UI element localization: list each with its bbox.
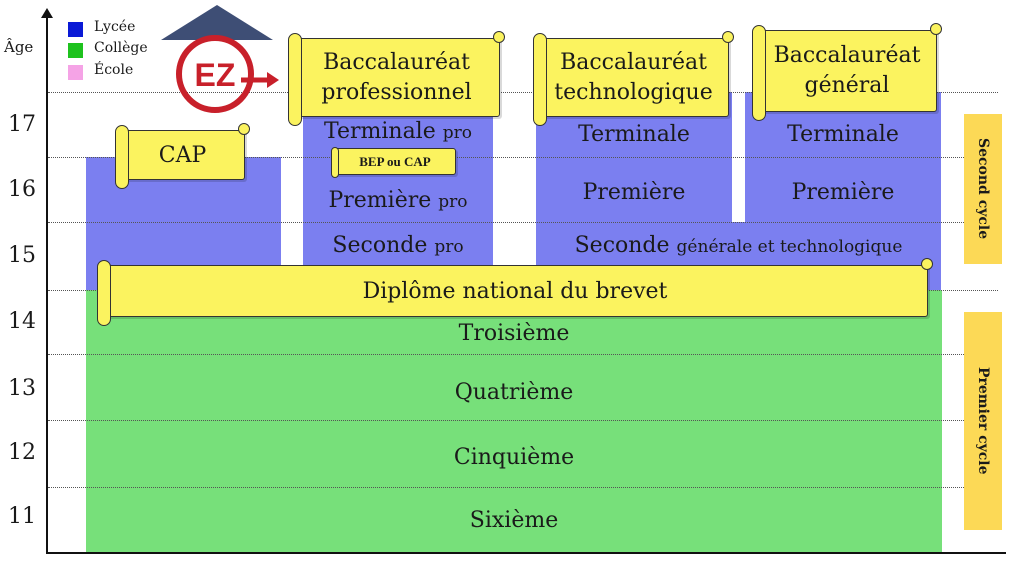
bep-cap-diploma [334,148,456,175]
bac-pro-diploma [293,38,500,117]
premier-cycle-bar [964,312,1002,530]
premier-cycle-label: Premier cycle [975,367,991,475]
terminale-general: Terminale [787,122,899,147]
terminale-techno: Terminale [578,122,690,147]
cap-label: CAP [158,142,207,168]
legend-lycee: Lycée [94,19,136,35]
seconde-gt: Seconde générale et technologique [574,233,903,258]
age-14: 14 [8,309,36,334]
age-13: 13 [8,376,36,401]
logo-text: EZ [194,57,236,93]
cinquieme: Cinquième [453,445,575,470]
axis-arrow-icon [41,8,53,18]
premiere-techno: Première [582,180,686,205]
troisieme: Troisième [458,321,570,346]
cap-diploma [120,130,245,180]
premiere-pro: Première pro [328,188,468,213]
second-cycle-bar [964,114,1002,264]
legend-swatch-college [68,43,83,58]
ez-logo [155,2,280,117]
bac-general-diploma [757,30,937,112]
age-16: 16 [8,177,36,202]
age-axis [46,14,48,554]
quatrieme: Quatrième [454,380,574,405]
mortarboard-icon [161,5,273,40]
bac-techno-diploma [538,38,729,117]
brevet-label: Diplôme national du brevet [362,278,668,304]
legend-college: Collège [94,40,148,56]
age-12: 12 [8,440,36,465]
age-11: 11 [8,504,36,529]
age-17: 17 [8,112,36,137]
bac-general-label: Baccalauréat général [773,43,921,98]
sixieme: Sixième [469,508,559,533]
age-15: 15 [8,243,36,268]
base-axis [46,552,1006,554]
axis-label: Âge [4,38,34,56]
terminale-pro: Terminale pro [324,119,472,144]
seconde-pro: Seconde pro [332,233,464,258]
second-cycle-label: Second cycle [975,138,991,240]
legend-swatch-ecole [68,65,83,80]
legend-swatch-lycee [68,22,83,37]
premiere-general: Première [791,180,895,205]
bac-techno-label: Baccalauréat technologique [554,49,713,105]
bac-pro-label: Baccalauréat professionnel [321,49,472,105]
brevet-diploma [102,265,928,317]
legend-ecole: École [94,62,134,78]
bep-cap-label: BEP ou CAP [359,153,431,169]
